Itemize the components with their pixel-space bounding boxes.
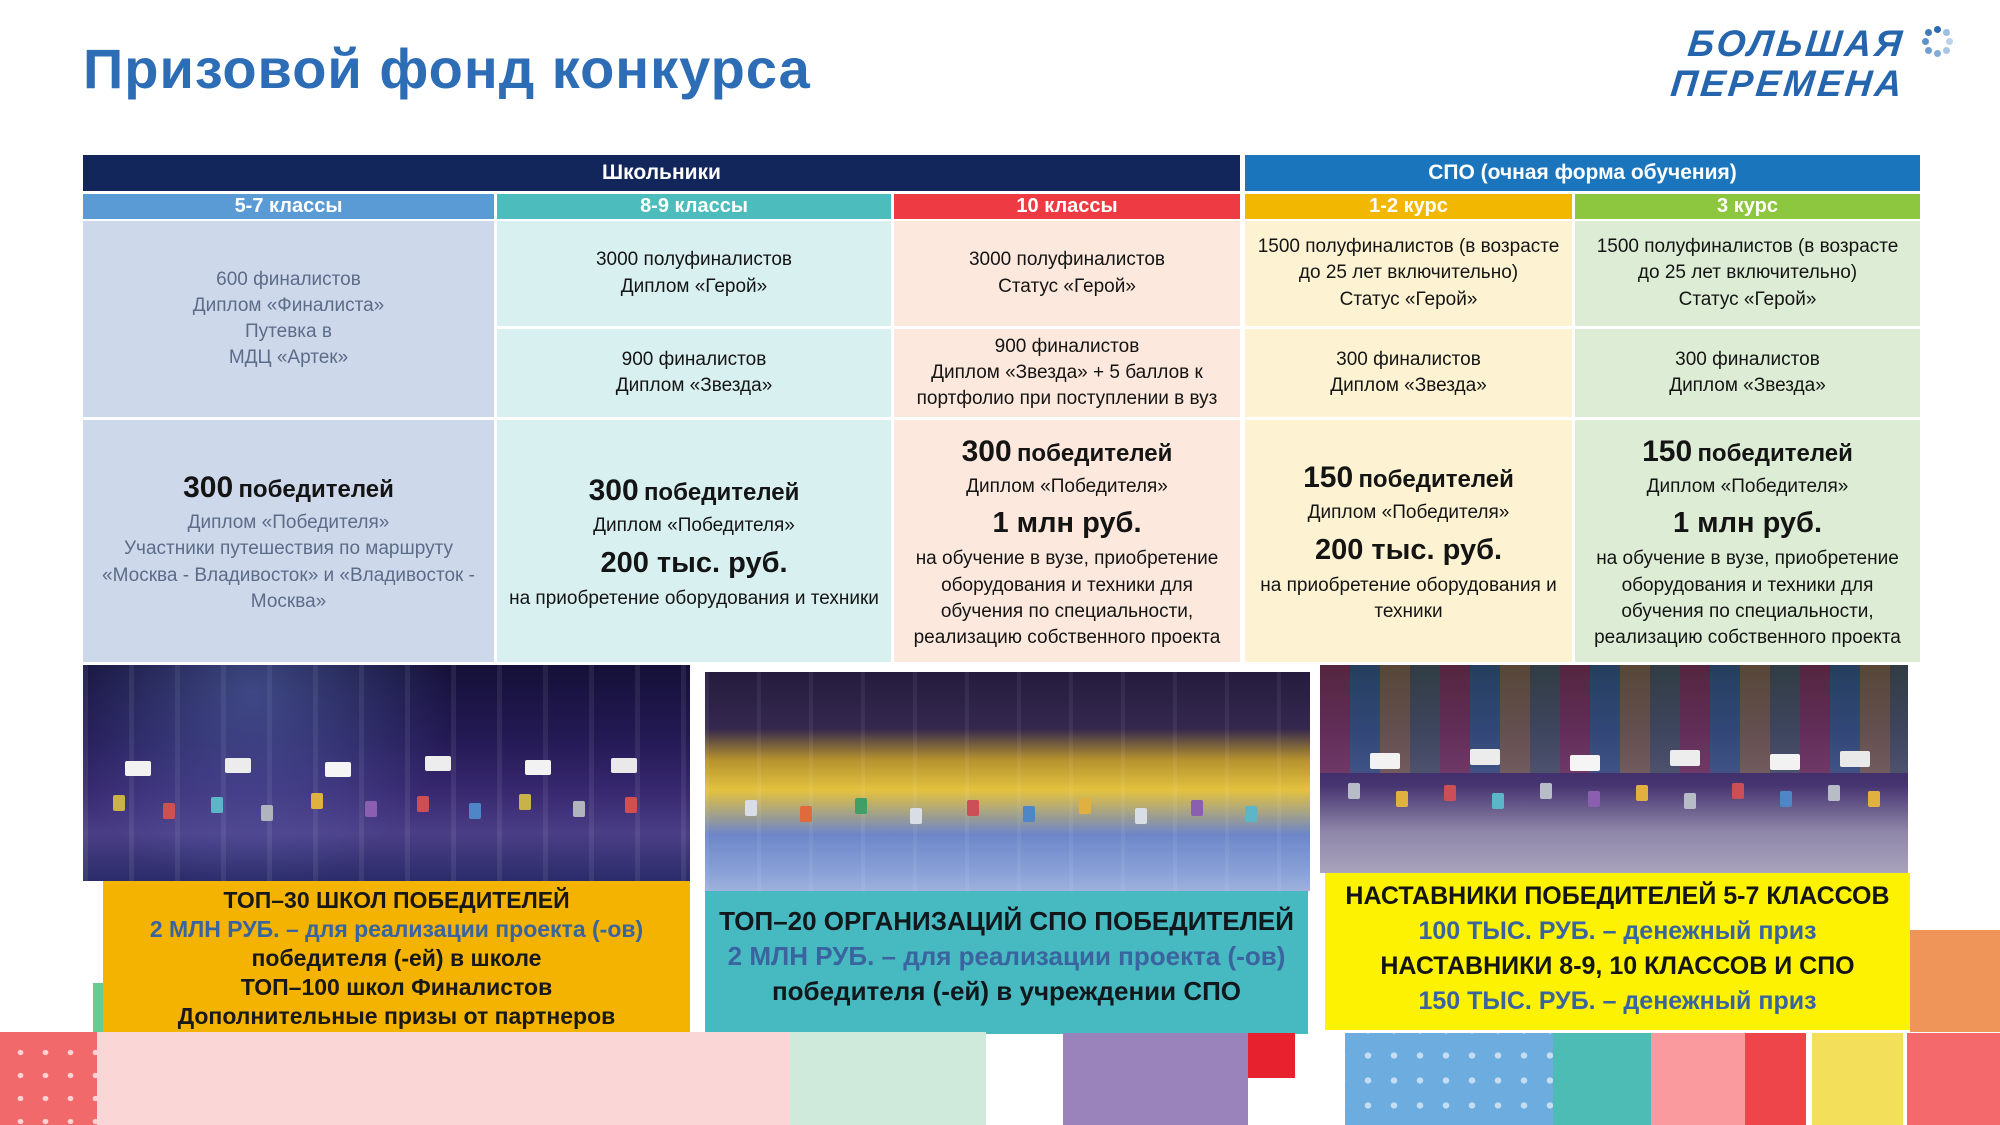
column-header-8-9: 8-9 классы bbox=[497, 194, 891, 219]
photo-award-ceremony-spo bbox=[705, 672, 1310, 891]
teal-strip bbox=[1553, 1033, 1651, 1125]
logo-line-2: ПЕРЕМЕНА bbox=[1669, 63, 1908, 104]
group-header-schoolchildren: Школьники bbox=[83, 155, 1240, 191]
cell-3-finalists: 300 финалистов Диплом «Звезда» bbox=[1575, 329, 1920, 417]
pale-yellow-strip bbox=[1812, 1033, 1903, 1125]
page-title: Призовой фонд конкурса bbox=[83, 37, 811, 100]
purple-rect bbox=[1063, 1033, 1248, 1125]
cell-3-semifinalists: 1500 полуфиналистов (в возрасте до 25 лет включительно) Статус «Герой» bbox=[1575, 221, 1920, 326]
cell-5-7-finalists: 600 финалистов Диплом «Финалиста» Путевка в МДЦ «Артек» bbox=[83, 221, 494, 417]
red-small-rect bbox=[1248, 1033, 1295, 1078]
column-header-10: 10 классы bbox=[894, 194, 1240, 219]
cell-10-semifinalists: 3000 полуфиналистов Статус «Герой» bbox=[894, 221, 1240, 326]
cell-3-winners: 150 победителей Диплом «Победителя» 1 млн руб. на обучение в вузе, приобретение оборудования и техники для обучения по специальности, реализацию собственного проекта bbox=[1575, 420, 1920, 662]
cell-8-9-winners: 300 победителей Диплом «Победителя» 200 тыс. руб. на приобретение оборудования и техники bbox=[497, 420, 891, 662]
cell-8-9-finalists: 900 финалистов Диплом «Звезда» bbox=[497, 329, 891, 417]
orange-accent-rect bbox=[1910, 930, 2000, 1032]
cell-1-2-winners: 150 победителей Диплом «Победителя» 200 тыс. руб. на приобретение оборудования и техники bbox=[1245, 420, 1572, 662]
cell-10-winners: 300 победителей Диплом «Победителя» 1 млн руб. на обучение в вузе, приобретение оборудования и техники для обучения по специальности, реализацию собственного проекта bbox=[894, 420, 1240, 662]
cell-8-9-semifinalists: 3000 полуфиналистов Диплом «Герой» bbox=[497, 221, 891, 326]
pink-strip bbox=[97, 1032, 790, 1125]
logo-line-1: БОЛЬШАЯ bbox=[1686, 23, 1908, 64]
cell-1-2-finalists: 300 финалистов Диплом «Звезда» bbox=[1245, 329, 1572, 417]
logo-dots-icon bbox=[1922, 26, 1952, 56]
photo-award-ceremony-mentors bbox=[1320, 665, 1908, 873]
salmon-strip bbox=[1651, 1033, 1745, 1125]
group-header-spo: СПО (очная форма обучения) bbox=[1245, 155, 1920, 191]
mint-strip bbox=[790, 1032, 986, 1125]
cell-1-2-semifinalists: 1500 полуфиналистов (в возрасте до 25 лет включительно) Статус «Герой» bbox=[1245, 221, 1572, 326]
photo-award-ceremony-schools bbox=[83, 665, 690, 881]
column-header-1-2: 1-2 курс bbox=[1245, 194, 1572, 219]
column-header-3: 3 курс bbox=[1575, 194, 1920, 219]
coral-dotted-rect bbox=[0, 1032, 97, 1125]
coral-right-strip bbox=[1907, 1033, 2000, 1125]
red-strip bbox=[1745, 1033, 1806, 1125]
logo bbox=[1669, 23, 1908, 104]
crowd-decor bbox=[83, 665, 95, 681]
crowd-decor bbox=[1320, 665, 1332, 681]
green-accent-rect bbox=[93, 983, 103, 1032]
cell-10-finalists: 900 финалистов Диплом «Звезда» + 5 баллов к портфолио при поступлении в вуз bbox=[894, 329, 1240, 417]
column-header-5-7: 5-7 классы bbox=[83, 194, 494, 219]
caption-mentors: НАСТАВНИКИ ПОБЕДИТЕЛЕЙ 5-7 КЛАССОВ 100 ТЫС. РУБ. – денежный приз НАСТАВНИКИ 8-9, 10 КЛАССОВ И СПО 150 ТЫС. РУБ. – денежный приз bbox=[1325, 873, 1910, 1030]
caption-top30-schools: ТОП–30 ШКОЛ ПОБЕДИТЕЛЕЙ 2 МЛН РУБ. – для реализации проекта (-ов) победителя (-ей) в школе ТОП–100 школ Финалистов Дополнительные призы от партнеров bbox=[103, 881, 690, 1032]
caption-top20-spo: ТОП–20 ОРГАНИЗАЦИЙ СПО ПОБЕДИТЕЛЕЙ 2 МЛН РУБ. – для реализации проекта (-ов) победителя (-ей) в учреждении СПО bbox=[705, 891, 1308, 1034]
blue-dotted-rect bbox=[1345, 1033, 1553, 1125]
cell-5-7-winners: 300 победителей Диплом «Победителя» Участники путешествия по маршруту «Москва - Владивосток» и «Владивосток - Москва» bbox=[83, 420, 494, 662]
crowd-decor bbox=[705, 672, 717, 688]
